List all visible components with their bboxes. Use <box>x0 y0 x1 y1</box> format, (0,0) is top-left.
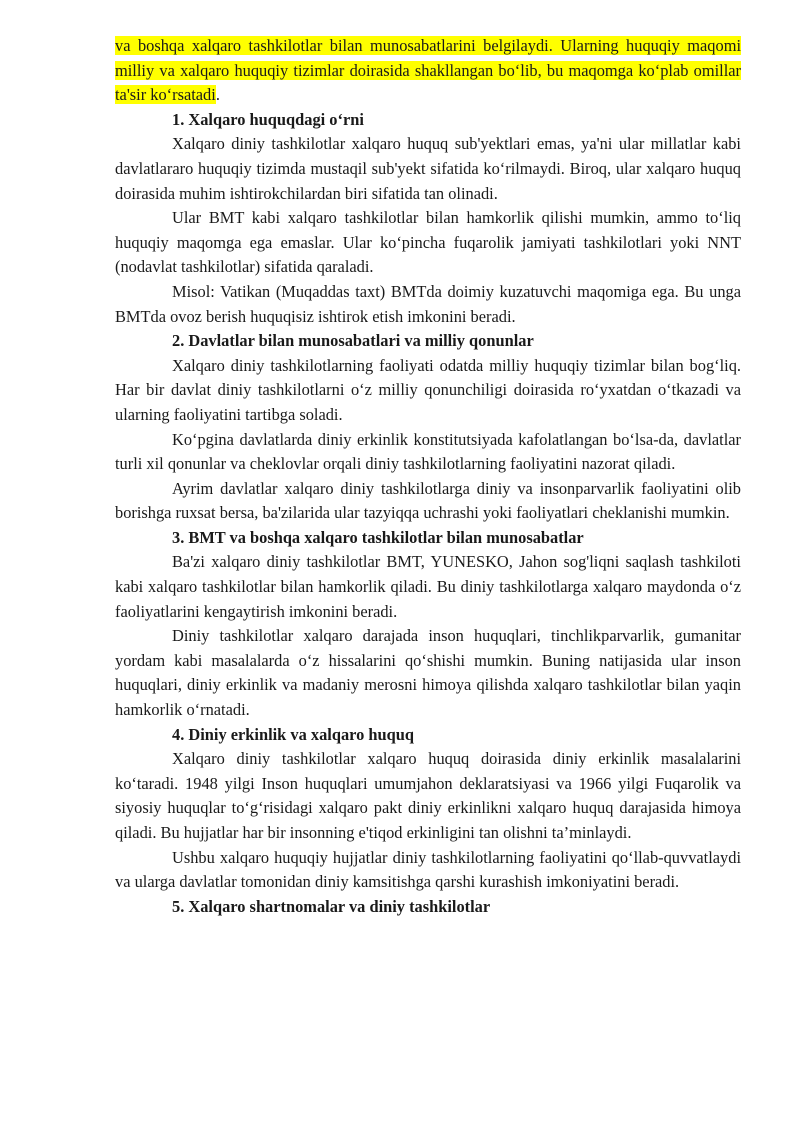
intro-tail: . <box>215 85 220 105</box>
section-3-paragraph-1: Ba'zi xalqaro diniy tashkilotlar BMT, YUNESKO, Jahon sog'liqni saqlash tashkiloti kabi xalqaro tashkilotlar bilan hamkorlik qiladi. Bu diniy tashkilotlarga xalqaro maydonda o‘z faoliyatlarini kengaytirish imkonini beradi. <box>115 552 741 621</box>
section-heading-2: 2. Davlatlar bilan munosabatlari va milliy qonunlar <box>172 331 534 351</box>
section-heading-5: 5. Xalqaro shartnomalar va diniy tashkilotlar <box>172 896 491 916</box>
section-4-paragraph-1: Xalqaro diniy tashkilotlar xalqaro huquq doirasida diniy erkinlik masalalarini ko‘taradi. 1948 yilgi Inson huquqlari umumjahon deklaratsiyasi va 1966 yilgi Fuqarolik va siyosiy huquqlar to‘g‘risidagi xalqaro pakt diniy erkinlikni xalqaro huquq darajasida himoya qiladi. Bu hujjatlar har bir insonning e'tiqod erkinligini tan olishni ta’minlaydi. <box>115 749 741 842</box>
section-2-paragraph-1: Xalqaro diniy tashkilotlarning faoliyati odatda milliy huquqiy tizimlar bilan bog‘liq. Har bir davlat diniy tashkilotlarni o‘z milliy qonunchiligi doirasida ro‘yxatdan o‘tkazadi va ularning faoliyatini tartibga soladi. <box>115 355 741 424</box>
section-1-paragraph-3: Misol: Vatikan (Muqaddas taxt) BMTda doimiy kuzatuvchi maqomiga ega. Bu unga BMTda ovoz berish huquqisiz ishtirok etish imkonini beradi. <box>115 281 741 326</box>
section-heading-1: 1. Xalqaro huquqdagi o‘rni <box>172 109 364 129</box>
intro-paragraph <box>115 34 741 108</box>
section-heading-3: 3. BMT va boshqa xalqaro tashkilotlar bilan munosabatlar <box>172 527 584 547</box>
section-2-paragraph-2: Ko‘pgina davlatlarda diniy erkinlik konstitutsiyada kafolatlangan bo‘lsa-da, davlatlar turli xil qonunlar va cheklovlar orqali diniy tashkilotlarning faoliyatini nazorat qiladi. <box>115 429 741 474</box>
section-3-paragraph-2: Diniy tashkilotlar xalqaro darajada inson huquqlari, tinchlikparvarlik, gumanitar yordam kabi masalalarda o‘z hissalarini qo‘shishi mumkin. Buning natijasida ular inson huquqlari, diniy erkinlik va madaniy merosni himoya qilishda xalqaro tashkilotlar bilan yaqin hamkorlik o‘rnatadi. <box>115 626 741 720</box>
section-2-paragraph-3: Ayrim davlatlar xalqaro diniy tashkilotlarga diniy va insonparvarlik faoliyatini olib borishga ruxsat bersa, ba'zilarida ular tazyiqqa uchrashi yoki faoliyatlari cheklanishi mumkin. <box>115 478 741 523</box>
section-heading-4: 4. Diniy erkinlik va xalqaro huquq <box>172 724 414 744</box>
document-page <box>115 34 741 919</box>
section-1-paragraph-1: Xalqaro diniy tashkilotlar xalqaro huquq sub'yektlari emas, ya'ni ular millatlar kabi davlatlararo huquqiy tizimda mustaqil sub'yekt sifatida ko‘rilmaydi. Biroq, ular xalqaro huquq doirasida muhim ishtirokchilardan biri sifatida tan olinadi. <box>115 134 741 203</box>
section-4-paragraph-2: Ushbu xalqaro huquqiy hujjatlar diniy tashkilotlarning faoliyatini qo‘llab-quvvatlaydi va ularga davlatlar tomonidan diniy kamsitishga qarshi kurashish imkoniyatini beradi. <box>115 847 741 892</box>
highlighted-text: va boshqa xalqaro tashkilotlar bilan munosabatlarini belgilaydi. Ularning huquqiy maqomi milliy va xalqaro huquqiy tizimlar doirasida shakllangan bo‘lib, bu maqomga ko‘plab omillar ta'sir ko‘rsatadi <box>115 36 741 105</box>
section-1-paragraph-2: Ular BMT kabi xalqaro tashkilotlar bilan hamkorlik qilishi mumkin, ammo to‘liq huquqiy maqomga ega emaslar. Ular ko‘pincha fuqarolik jamiyati tashkilotlari yoki NNT (nodavlat tashkilotlar) sifatida qaraladi. <box>115 208 741 277</box>
